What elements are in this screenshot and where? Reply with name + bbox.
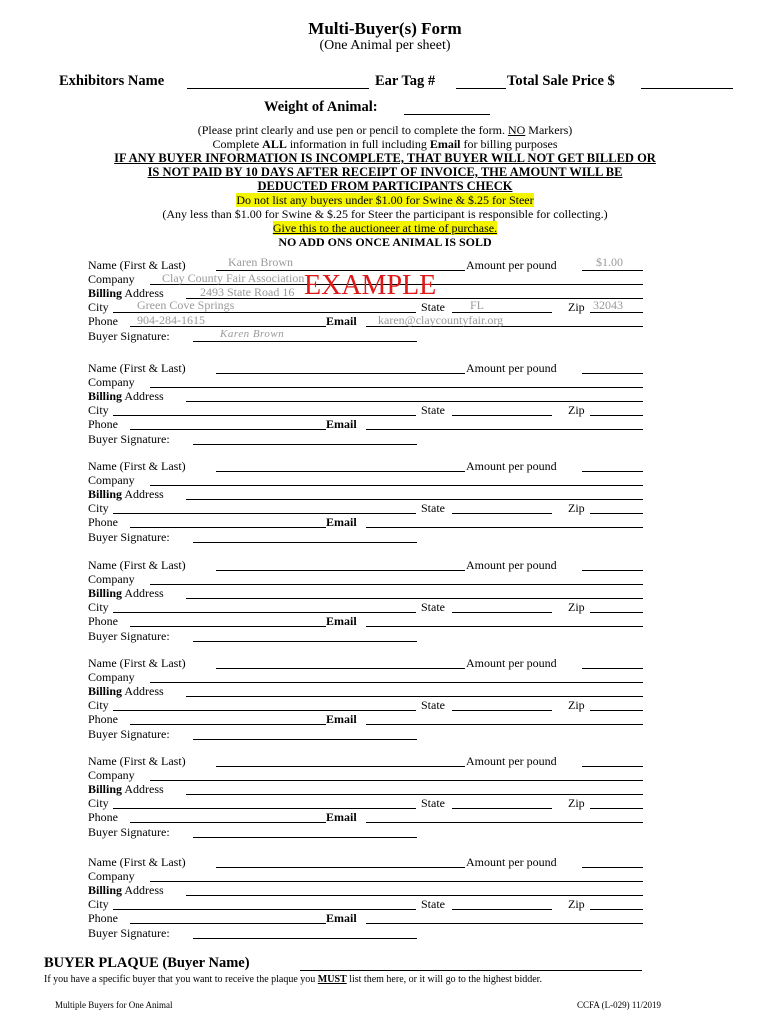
signature-label: Buyer Signature: (88, 432, 170, 446)
amount-label: Amount per pound (466, 361, 557, 375)
phone-label: Phone (88, 911, 118, 925)
name-field[interactable] (216, 557, 465, 571)
amount-label: Amount per pound (466, 855, 557, 869)
state-field[interactable] (452, 599, 552, 613)
exhibitor-name-field[interactable] (187, 73, 369, 89)
signature-field[interactable] (193, 628, 417, 642)
name-label: Name (First & Last) (88, 855, 186, 869)
email-field[interactable] (366, 613, 643, 627)
company-field[interactable] (150, 571, 643, 585)
example-signature: Karen Brown (220, 328, 285, 340)
email-label: Email (326, 314, 357, 328)
signature-field[interactable] (193, 824, 417, 838)
signature-field[interactable] (193, 529, 417, 543)
city-label: City (88, 300, 109, 314)
company-label: Company (88, 869, 135, 883)
billing-rest: Address (122, 782, 164, 796)
billing-address-field[interactable] (186, 882, 643, 896)
city-field[interactable] (113, 599, 416, 613)
amount-field[interactable] (582, 557, 643, 571)
email-field[interactable] (366, 711, 643, 725)
amount-field[interactable] (582, 360, 643, 374)
city-label: City (88, 897, 109, 911)
total-sale-label: Total Sale Price $ (507, 73, 615, 89)
city-label: City (88, 403, 109, 417)
amount-field[interactable] (582, 753, 643, 767)
phone-label: Phone (88, 515, 118, 529)
exhibitor-name-label: Exhibitors Name (59, 73, 165, 89)
signature-label: Buyer Signature: (88, 825, 170, 839)
company-field[interactable] (150, 374, 643, 388)
footer-form-code: CCFA (L-029) 11/2019 (577, 1000, 662, 1010)
phone-label: Phone (88, 712, 118, 726)
highlight-give-to-auctioneer: Give this to the auctioneer at time of purchase. (272, 221, 498, 235)
instruction-print-clearly: (Please print clearly and use pen or pencil to complete the form. NO Markers) (197, 123, 573, 137)
zip-field[interactable] (590, 795, 643, 809)
billing-bold: Billing (88, 684, 123, 698)
form-subtitle: (One Animal per sheet) (319, 38, 451, 53)
note-participant-responsible: (Any less than $1.00 for Swine & $.25 for Steer the participant is responsible for collecting.) (162, 207, 608, 221)
buyer-plaque-label: BUYER PLAQUE (Buyer Name) (44, 955, 250, 971)
billing-rest: Address (122, 487, 164, 501)
state-field[interactable] (452, 697, 552, 711)
email-label: Email (326, 810, 357, 824)
signature-label: Buyer Signature: (88, 926, 170, 940)
signature-label: Buyer Signature: (88, 329, 170, 343)
state-field[interactable] (452, 299, 552, 313)
ear-tag-field[interactable] (456, 73, 506, 89)
example-phone: 904-284-1615 (137, 313, 205, 327)
amount-label: Amount per pound (466, 258, 557, 272)
billing-address-field[interactable] (186, 585, 643, 599)
city-field[interactable] (113, 795, 416, 809)
signature-label: Buyer Signature: (88, 629, 170, 643)
state-label: State (421, 897, 445, 911)
zip-label: Zip (568, 897, 585, 911)
zip-label: Zip (568, 300, 585, 314)
name-field[interactable] (216, 655, 465, 669)
zip-label: Zip (568, 796, 585, 810)
signature-field[interactable] (193, 925, 417, 939)
state-label: State (421, 501, 445, 515)
example-address: 2493 State Road 16 (200, 285, 295, 299)
signature-field[interactable] (193, 726, 417, 740)
city-label: City (88, 796, 109, 810)
name-field[interactable] (216, 458, 465, 472)
billing-address-label (88, 389, 164, 403)
instruction-complete-all: Complete ALL information in full including Email for billing purposes (212, 137, 558, 151)
form-title: Multi-Buyer(s) Form (308, 19, 462, 38)
billing-bold: Billing (88, 883, 123, 897)
company-label: Company (88, 375, 135, 389)
email-field[interactable] (366, 809, 643, 823)
email-label: Email (326, 614, 357, 628)
city-label: City (88, 501, 109, 515)
signature-label: Buyer Signature: (88, 727, 170, 741)
billing-address-field[interactable] (186, 683, 643, 697)
signature-field[interactable] (193, 431, 417, 445)
highlight-minimum-bid: Do not list any buyers under $1.00 for Swine & $.25 for Steer (236, 193, 534, 207)
amount-label: Amount per pound (466, 558, 557, 572)
phone-field[interactable] (130, 809, 326, 823)
amount-label: Amount per pound (466, 754, 557, 768)
buyer-plaque-field[interactable] (300, 955, 642, 971)
email-label: Email (326, 911, 357, 925)
city-label: City (88, 698, 109, 712)
state-label: State (421, 600, 445, 614)
name-label: Name (First & Last) (88, 754, 186, 768)
example-amount: $1.00 (596, 255, 623, 269)
email-field[interactable] (366, 514, 643, 528)
company-label: Company (88, 572, 135, 586)
example-state: FL (470, 298, 485, 312)
zip-label: Zip (568, 600, 585, 614)
amount-field[interactable] (582, 458, 643, 472)
company-label: Company (88, 670, 135, 684)
billing-bold: Billing (88, 389, 123, 403)
ear-tag-label: Ear Tag # (375, 73, 436, 89)
zip-field[interactable] (590, 599, 643, 613)
example-name: Karen Brown (228, 255, 293, 269)
city-field[interactable] (113, 500, 416, 514)
billing-rest: Address (122, 286, 164, 300)
state-field[interactable] (452, 896, 552, 910)
billing-address-label (88, 586, 164, 600)
warning-line-3: DEDUCTED FROM PARTICIPANTS CHECK (257, 179, 513, 193)
billing-rest: Address (122, 883, 164, 897)
email-field[interactable] (366, 910, 643, 924)
name-field[interactable] (216, 360, 465, 374)
state-field[interactable] (452, 402, 552, 416)
phone-label: Phone (88, 614, 118, 628)
billing-rest: Address (122, 586, 164, 600)
phone-field[interactable] (130, 613, 326, 627)
example-city: Green Cove Springs (137, 298, 235, 312)
example-email: karen@claycountyfair.org (378, 313, 504, 327)
state-label: State (421, 796, 445, 810)
amount-field[interactable] (582, 854, 643, 868)
zip-field[interactable] (590, 697, 643, 711)
company-label: Company (88, 768, 135, 782)
weight-field[interactable] (404, 99, 490, 115)
city-label: City (88, 600, 109, 614)
warning-line-1: IF ANY BUYER INFORMATION IS INCOMPLETE, THAT BUYER WILL NOT GET BILLED OR (114, 151, 656, 165)
name-label: Name (First & Last) (88, 656, 186, 670)
zip-label: Zip (568, 698, 585, 712)
company-field[interactable] (150, 472, 643, 486)
email-label: Email (326, 515, 357, 529)
billing-address-field[interactable] (186, 388, 643, 402)
name-label: Name (First & Last) (88, 361, 186, 375)
example-stamp: EXAMPLE (304, 270, 437, 301)
name-field[interactable] (216, 753, 465, 767)
email-label: Email (326, 417, 357, 431)
billing-bold: Billing (88, 782, 123, 796)
zip-field[interactable] (590, 896, 643, 910)
name-label: Name (First & Last) (88, 558, 186, 572)
billing-address-field[interactable] (186, 781, 643, 795)
billing-address-label (88, 883, 164, 897)
company-field[interactable] (150, 767, 643, 781)
amount-field[interactable] (582, 655, 643, 669)
state-label: State (421, 698, 445, 712)
phone-label: Phone (88, 314, 118, 328)
company-field[interactable] (150, 868, 643, 882)
buyer-plaque-note: If you have a specific buyer that you want to receive the plaque you MUST list them here, or it will go to the highest bidder. (44, 974, 542, 985)
footer-form-name: Multiple Buyers for One Animal (55, 1000, 173, 1010)
name-field[interactable] (216, 854, 465, 868)
city-field[interactable] (113, 697, 416, 711)
billing-bold: Billing (88, 286, 123, 300)
no-add-ons-notice: NO ADD ONS ONCE ANIMAL IS SOLD (278, 235, 492, 249)
company-field[interactable] (150, 669, 643, 683)
billing-rest: Address (122, 389, 164, 403)
billing-address-label (88, 684, 164, 698)
billing-bold: Billing (88, 487, 123, 501)
phone-field[interactable] (130, 910, 326, 924)
email-field[interactable] (366, 416, 643, 430)
phone-field[interactable] (130, 711, 326, 725)
zip-field[interactable] (590, 402, 643, 416)
state-label: State (421, 403, 445, 417)
email-label: Email (326, 712, 357, 726)
state-field[interactable] (452, 795, 552, 809)
phone-field[interactable] (130, 416, 326, 430)
signature-label: Buyer Signature: (88, 530, 170, 544)
phone-field[interactable] (130, 514, 326, 528)
state-field[interactable] (452, 500, 552, 514)
zip-label: Zip (568, 501, 585, 515)
weight-label: Weight of Animal: (264, 99, 378, 115)
name-label: Name (First & Last) (88, 258, 186, 272)
phone-label: Phone (88, 417, 118, 431)
billing-rest: Address (122, 684, 164, 698)
total-sale-field[interactable] (641, 73, 733, 89)
billing-address-label (88, 782, 164, 796)
amount-label: Amount per pound (466, 656, 557, 670)
example-zip: 32043 (593, 298, 623, 312)
company-label: Company (88, 272, 135, 286)
billing-address-field[interactable] (186, 486, 643, 500)
billing-bold: Billing (88, 586, 123, 600)
zip-label: Zip (568, 403, 585, 417)
zip-field[interactable] (590, 500, 643, 514)
state-label: State (421, 300, 445, 314)
billing-address-label (88, 487, 164, 501)
amount-label: Amount per pound (466, 459, 557, 473)
city-field[interactable] (113, 896, 416, 910)
name-label: Name (First & Last) (88, 459, 186, 473)
warning-line-2: IS NOT PAID BY 10 DAYS AFTER RECEIPT OF INVOICE, THE AMOUNT WILL BE (147, 165, 623, 179)
city-field[interactable] (113, 402, 416, 416)
company-label: Company (88, 473, 135, 487)
phone-label: Phone (88, 810, 118, 824)
example-company: Clay County Fair Association (162, 271, 305, 285)
